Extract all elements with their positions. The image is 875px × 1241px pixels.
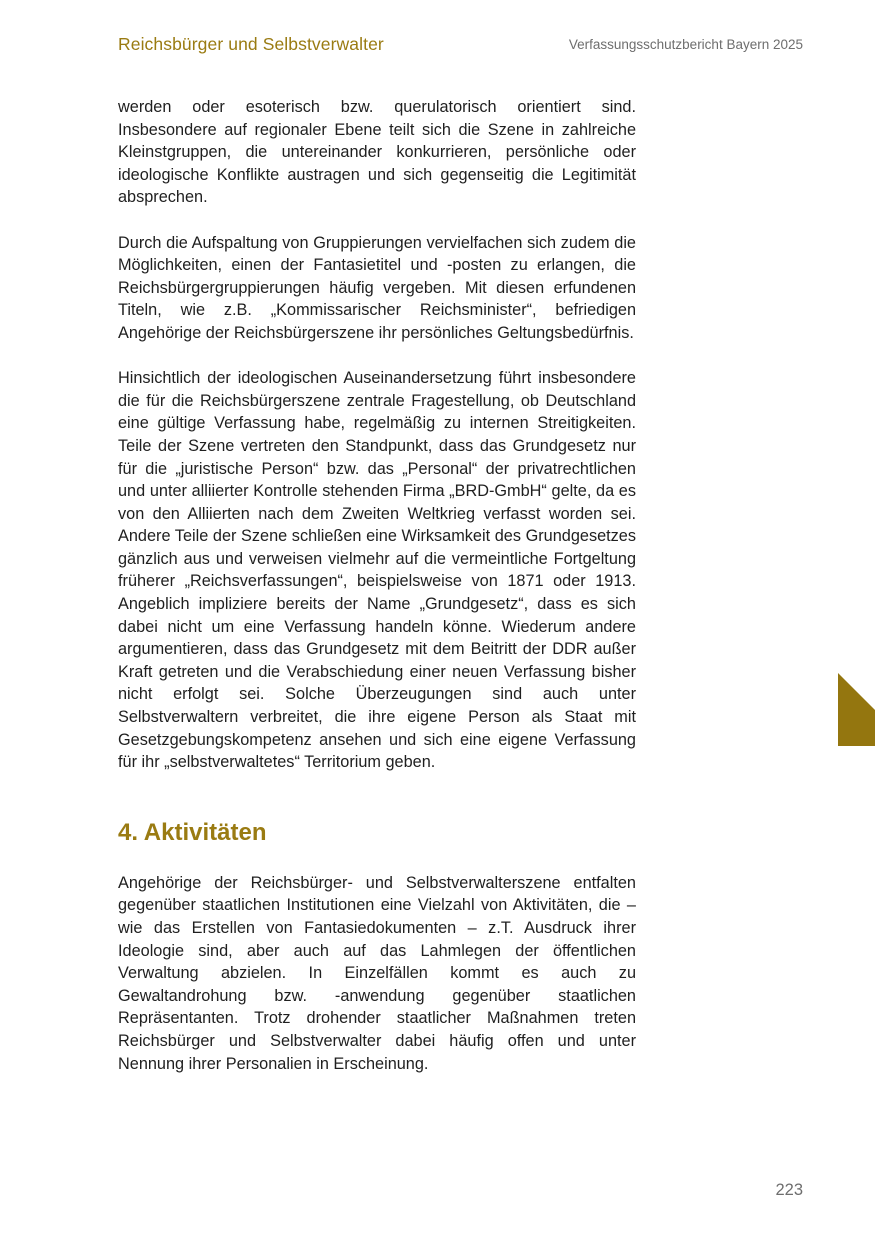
paragraph-2: Durch die Aufspaltung von Gruppierungen vervielfachen sich zudem die Möglichkeiten, einen der Fantasietitel und -posten zu erlangen, die Reichsbürgergruppierungen häufig vergeben. Mit diesen erfundenen Titeln, wie z.B. „Kommissarischer Reichsminister“, befriedigen Angehörige der Reichsbürgerszene ihr persönliches Geltungsbedürfnis. [118, 233, 636, 342]
paragraph-3: Hinsichtlich der ideologischen Auseinandersetzung führt insbesondere die für die Reichsbürgerszene zentrale Fragestellung, ob Deutschland eine gültige Verfassung habe, regelmäßig zu internen Streitigkeiten. Teile der Szene vertreten den Standpunkt, dass das Grundgesetz nur für die „juristische Person“ bzw. das „Personal“ der privatrechtlichen und unter alliierter Kontrolle stehenden Firma „BRD-GmbH“ gelte, da es von den Alliierten nach dem Zweiten Weltkrieg verfasst worden sei. Andere Teile der Szene schließen eine Wirksamkeit des Grundgesetzes gänzlich aus und verweisen vielmehr auf die vermeintliche Fortgeltung früherer „Reichsverfassungen“, beispielsweise von 1871 oder 1913. Angeblich impliziere bereits der Name „Grundgesetz“, dass es sich dabei nicht um eine Verfassung handeln könne. Wiederum andere argumentieren, dass das Grundgesetz mit dem Beitritt der DDR außer Kraft getreten und die Verabschiedung einer neuen Verfassung bisher nicht erfolgt sei. Solche Überzeugungen sind auch unter Selbstverwaltern verbreitet, die ihre eigene Person als Staat mit Gesetzgebungskompetenz ansehen und sich eine eigene Verfassung für ihr „selbstverwaltetes“ Territorium geben. [118, 369, 636, 772]
running-header-section-title: Reichsbürger und Selbstverwalter [118, 34, 384, 54]
running-header-report-title: Verfassungsschutzbericht Bayern 2025 [568, 37, 803, 52]
section-heading: 4. Aktivitäten [118, 818, 267, 846]
page-number: 223 [775, 1181, 803, 1199]
chapter-tab-shape [838, 673, 875, 746]
body-text-column [118, 96, 636, 1075]
paragraph-1: werden oder esoterisch bzw. querulatorisch orientiert sind. Insbesondere auf regionaler Ebene teilt sich die Szene in zahlreiche Kleinstgruppen, die untereinander konkurrieren, persönliche oder ideologische Konflikte austragen und sich gegenseitig die Legitimität absprechen. [118, 98, 636, 207]
chapter-tab-marker [838, 673, 875, 746]
paragraph-4: Angehörige der Reichsbürger- und Selbstverwalterszene entfalten gegenüber staatlichen Institutionen eine Vielzahl von Aktivitäten, die – wie das Erstellen von Fantasiedokumenten – z.T. Ausdruck ihrer Ideologie sind, aber auch auf das Lahmlegen der öffentlichen Verwaltung abzielen. In Einzelfällen kommt es auch zu Gewaltandrohung bzw. -anwendung gegenüber staatlichen Repräsentanten. Trotz drohender staatlicher Maßnahmen treten Reichsbürger und Selbstverwalter dabei häufig offen und unter Nennung ihrer Personalien in Erscheinung. [118, 873, 636, 1073]
